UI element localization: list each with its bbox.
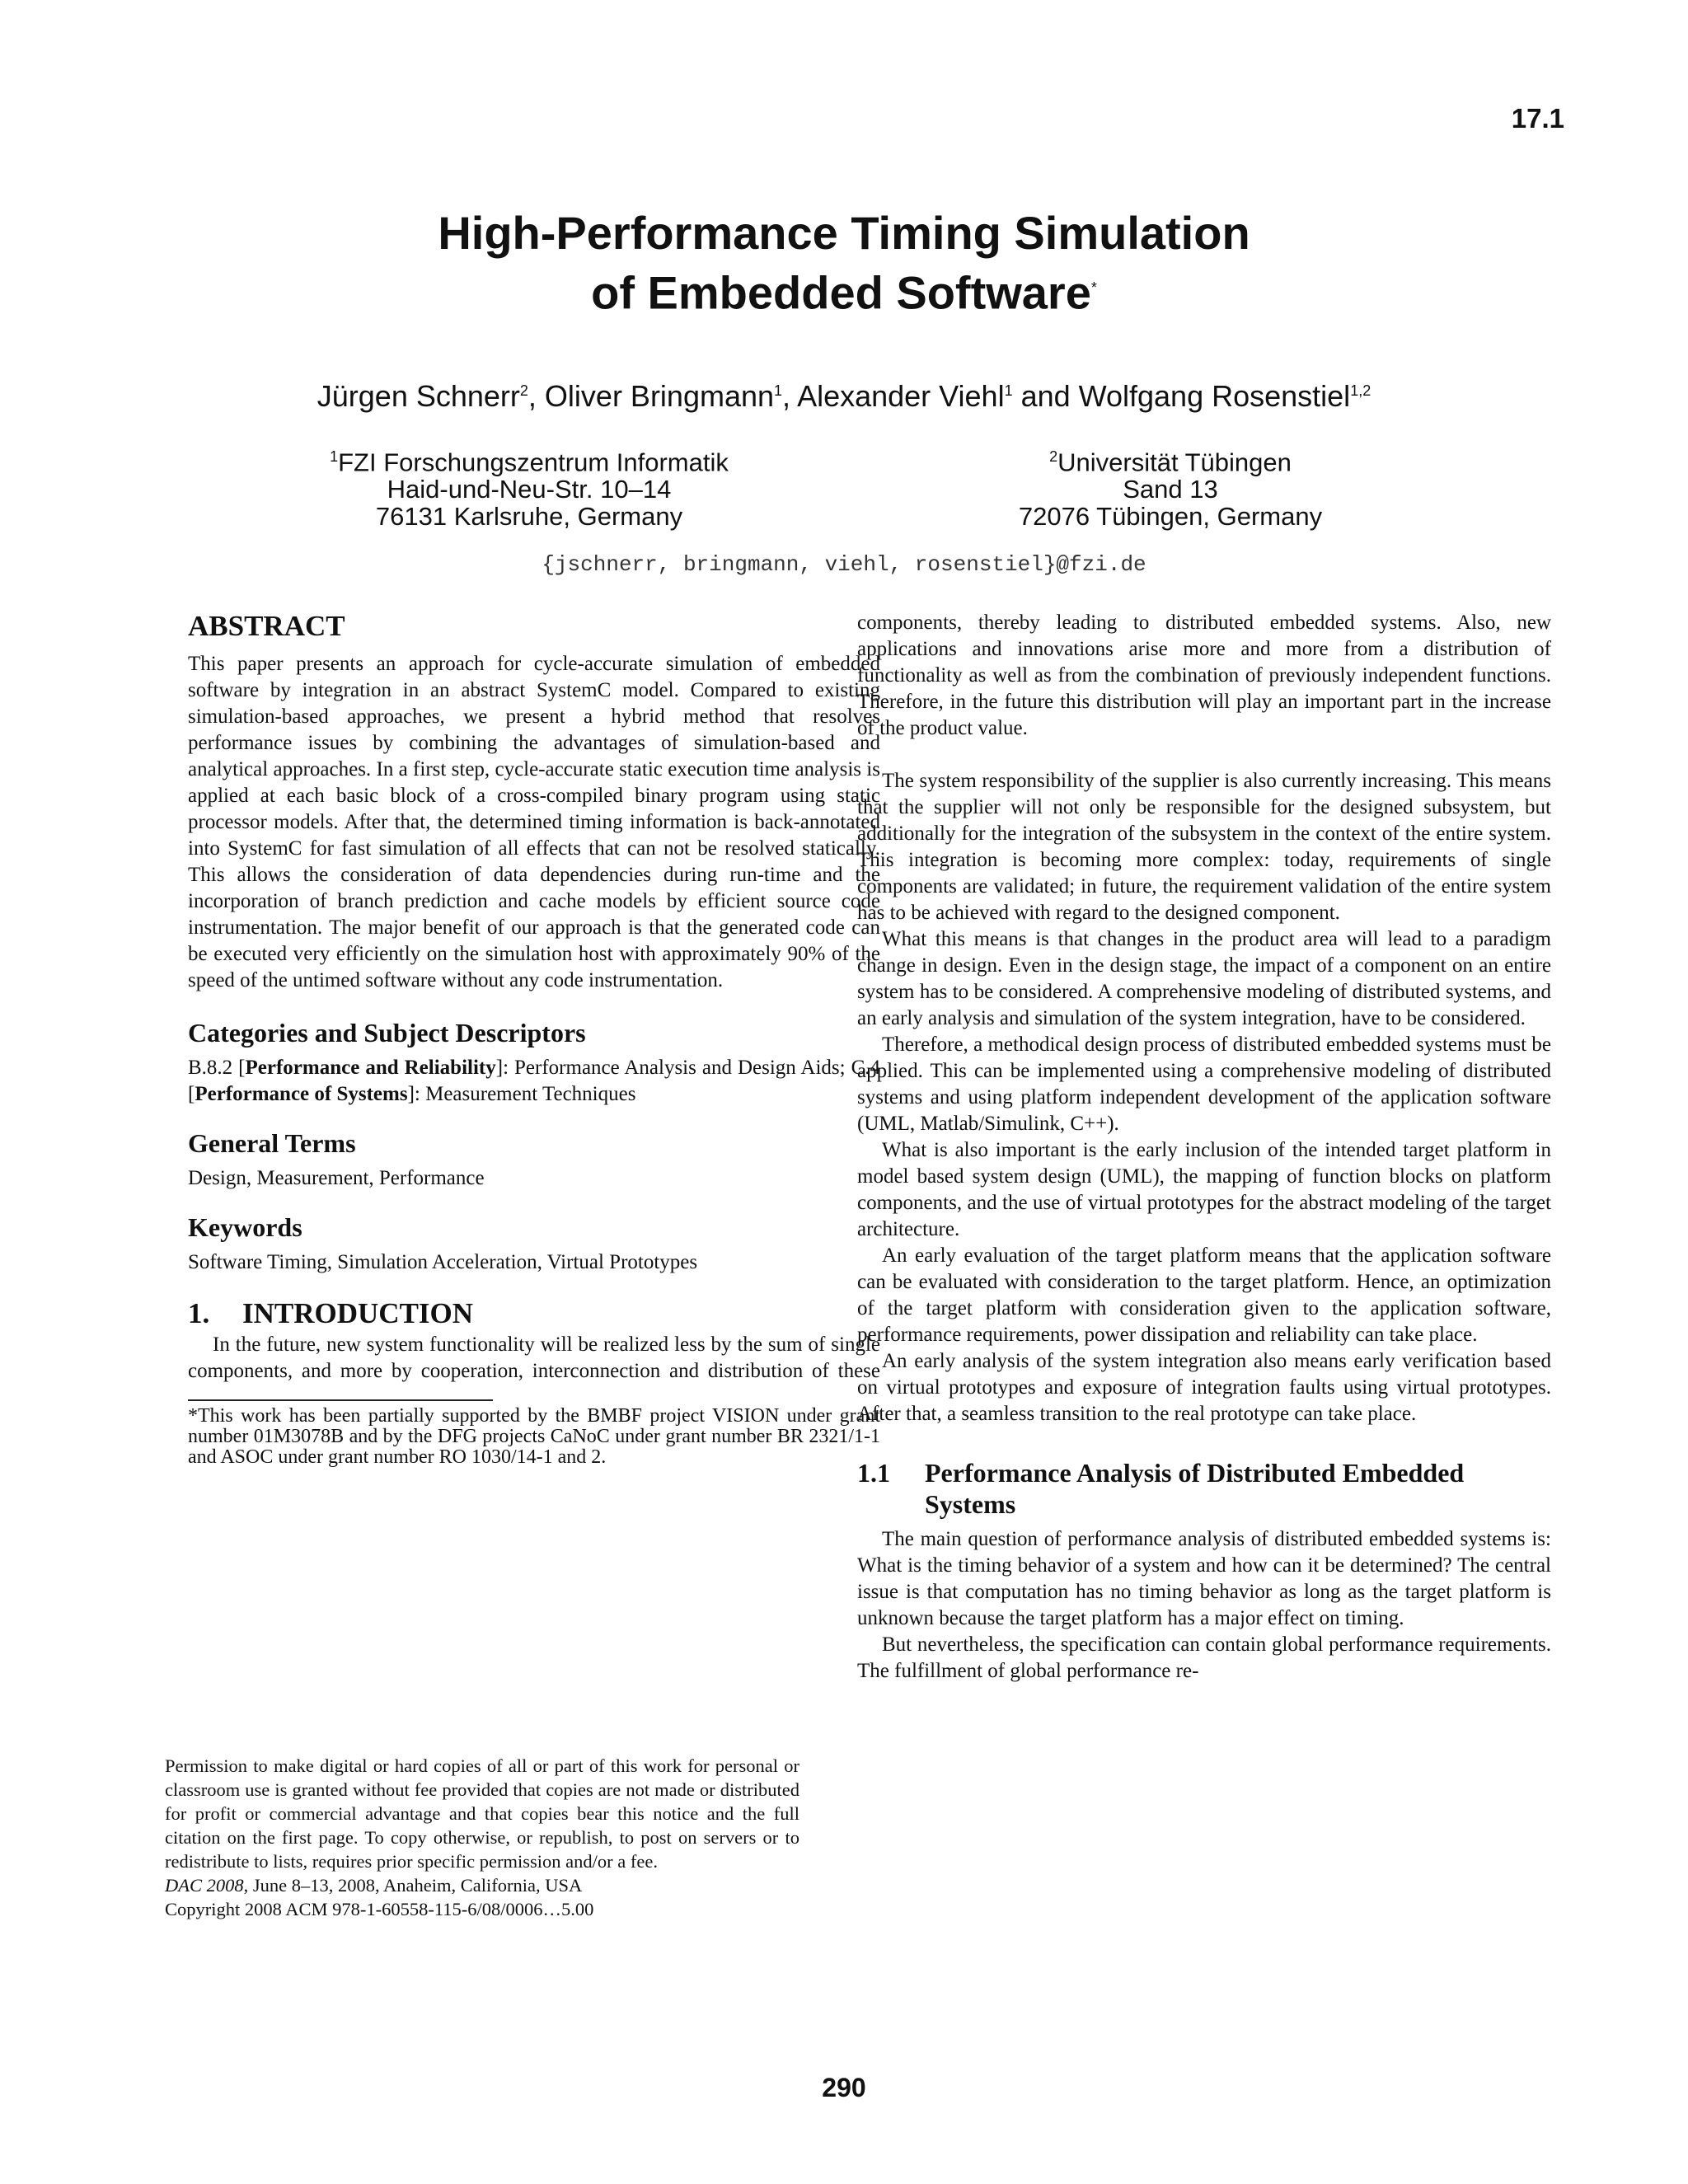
- affiliation-line: [257, 443, 801, 476]
- affiliation-institution: FZI Forschungszentrum Informatik: [338, 448, 729, 477]
- affiliation-city: 72076 Tübingen, Germany: [1018, 502, 1323, 532]
- author-name: and Wolfgang Rosenstiel: [1012, 379, 1351, 413]
- affiliation-tuebingen: [898, 443, 1442, 530]
- affiliation-line: [898, 443, 1442, 476]
- author-affiliation-mark: 1: [1004, 382, 1013, 399]
- abstract-text: This paper presents an approach for cycle-accurate simulation of embedded software by integration in an abstract SystemC model. Compared to existing simulation-based approaches, we present a hybrid method that resolves performance issues by combining the advantages of simulation-based and analytical approaches. In a first step, cycle-accurate static execution time analysis is applied at each basic block of a cross-compiled binary program using static processor models. After that, the determined timing information is back-annotated into SystemC for fast simulation of all effects that can not be resolved statically. This allows the consideration of data dependencies during run-time and the incorporation of branch prediction and cache models by efficient source code instrumentation. The major benefit of our approach is that the generated code can be executed very efficiently on the simulation host with approximately 90% of the speed of the untimed software without any code instrumentation.: [188, 653, 880, 991]
- introduction-p1-continued: [857, 610, 1551, 768]
- keywords-heading: Keywords: [188, 1212, 302, 1242]
- conference-name: DAC 2008: [165, 1875, 244, 1896]
- general-terms-heading: General Terms: [188, 1128, 356, 1158]
- section-title: INTRODUCTION: [242, 1297, 474, 1329]
- right-column: [857, 610, 1551, 1685]
- affiliation-mark: 2: [1049, 448, 1058, 465]
- abstract-heading: ABSTRACT: [188, 610, 345, 642]
- introduction-p3: What this means is that changes in the product area will lead to a paradigm change in design. Even in the design stage, the impact of a component on an entire system has to be considered. A comprehensive modeling of distributed systems, and an early analysis and simulation of the system integration, have to be considered.: [857, 928, 1551, 1029]
- section-1-1-p1: The main question of performance analysis of distributed embedded systems is: What is the timing behavior of a system and how can it be determined? The central issue is that computation has no timing behavior as long as the target platform is unknown because the target platform has a major effect on timing.: [857, 1528, 1551, 1629]
- title-line-2: [0, 260, 1688, 321]
- author-name: Jürgen Schnerr: [316, 379, 520, 413]
- author-emails[interactable]: {jschnerr, bringmann, viehl, rosenstiel}@fzi.de: [542, 552, 1146, 577]
- author-list: [0, 379, 1688, 414]
- category-performance-reliability: Performance and Reliability: [245, 1057, 496, 1079]
- introduction-heading: [188, 1297, 880, 1330]
- affiliation-institution: Universität Tübingen: [1057, 448, 1292, 477]
- footnote-rule: [188, 1399, 493, 1401]
- keywords-text: Software Timing, Simulation Acceleration, Virtual Prototypes: [188, 1251, 698, 1273]
- paper-title: [0, 206, 1688, 321]
- footnote: *This work has been partially supported by the BMBF project VISION under grant number 01M3078B and by the DFG projects CaNoC under grant number BR 2321/1-1 and ASOC under grant number RO 1030/14-1 and 2.: [188, 1405, 880, 1468]
- section-1-1-heading: [857, 1457, 1551, 1520]
- section-number: 1.1: [857, 1458, 890, 1488]
- title-line-1: High-Performance Timing Simulation: [438, 207, 1250, 259]
- page-number: 290: [822, 2073, 866, 2102]
- author-affiliation-mark: 1,2: [1350, 382, 1372, 399]
- author-name: , Alexander Viehl: [782, 379, 1005, 413]
- permission-text: Permission to make digital or hard copies of all or part of this work for personal or classroom use is granted without fee provided that copies are not made or distributed for profit or commercial advantage and that copies bear this notice and the full citation on the first page. To copy otherwise, or republish, to post on servers or to redistribute to lists, requires prior specific permission and/or a fee.: [165, 1755, 799, 1872]
- introduction-p2: The system responsibility of the supplier is also currently increasing. This means that the supplier will not only be responsible for the designed subsystem, but additionally for the integration of the subsystem in the context of the entire system. This integration is becoming more complex: today, requirements of single components are validated; in future, the requirement validation of the entire system has to be achieved with regard to the designed component.: [857, 770, 1551, 924]
- copyright-line: Copyright 2008 ACM 978-1-60558-115-6/08/0006…5.00: [165, 1899, 594, 1919]
- categories-heading: Categories and Subject Descriptors: [188, 1018, 586, 1047]
- affiliation-mark: 1: [330, 448, 339, 465]
- section-1-1-p2: But nevertheless, the specification can contain global performance requirements. The fulfillment of global performance re-: [857, 1633, 1551, 1682]
- title-line-2-text: of Embedded Software: [591, 266, 1091, 319]
- permission-notice: [165, 1754, 799, 1921]
- affiliation-city: 76131 Karlsruhe, Germany: [375, 502, 683, 532]
- title-footnote-marker: *: [1090, 279, 1097, 296]
- section-title: Performance Analysis of Distributed Embedded Systems: [925, 1458, 1465, 1519]
- category-performance-systems: Performance of Systems: [195, 1083, 408, 1105]
- general-terms-text: Design, Measurement, Performance: [188, 1167, 485, 1189]
- author-name: , Oliver Bringmann: [528, 379, 775, 413]
- categories-text: [188, 1055, 880, 1108]
- affiliation-fzi: [257, 443, 801, 530]
- introduction-p7: An early analysis of the system integration also means early verification based on virtual prototypes and exposure of integration faults using virtual prototypes. After that, a seamless transition to the real prototype can take place.: [857, 1350, 1551, 1425]
- session-number: 17.1: [1511, 103, 1564, 134]
- introduction-p5: What is also important is the early inclusion of the intended target platform in model based system design (UML), the mapping of function blocks on platform components, and the use of virtual prototypes for the abstract modeling of the target architecture.: [857, 1139, 1551, 1240]
- conference-venue: [165, 1873, 799, 1897]
- categories-text-part: ]: Measurement Techniques: [407, 1083, 636, 1105]
- affiliation-street: Sand 13: [1123, 475, 1218, 504]
- introduction-p1-start: In the future, new system functionality will be realized less by the sum of single components, and more by cooperation, interconnection and distribution of these: [188, 1333, 880, 1382]
- conference-details: , June 8–13, 2008, Anaheim, California, USA: [243, 1875, 583, 1896]
- categories-text-part: ]: Performance Analysis and Design Aids; C.4 [: [188, 1057, 881, 1105]
- affiliation-street: Haid-und-Neu-Str. 10–14: [387, 475, 672, 504]
- author-affiliation-mark: 1: [774, 382, 783, 399]
- left-column: [188, 610, 880, 1468]
- author-affiliation-mark: 2: [519, 382, 528, 399]
- introduction-p4: Therefore, a methodical design process of distributed embedded systems must be applied. This can be implemented using a comprehensive modeling of distributed systems and using platform independent development of the application software (UML, Matlab/Simulink, C++).: [857, 1033, 1551, 1135]
- introduction-p6: An early evaluation of the target platform means that the application software can be evaluated with consideration to the target platform. Hence, an optimization of the target platform with consideration given to the application software, performance requirements, power dissipation and reliability can take place.: [857, 1244, 1551, 1346]
- section-number: 1.: [188, 1297, 210, 1329]
- introduction-p1-continued-text: components, thereby leading to distributed embedded systems. Also, new applications and innovations arise more and more from a distribution of functionality as well as from the combination of previously independent functions. Therefore, in the future this distribution will play an important part in the increase of the product value.: [857, 612, 1551, 739]
- categories-text-part: B.8.2 [: [188, 1057, 246, 1079]
